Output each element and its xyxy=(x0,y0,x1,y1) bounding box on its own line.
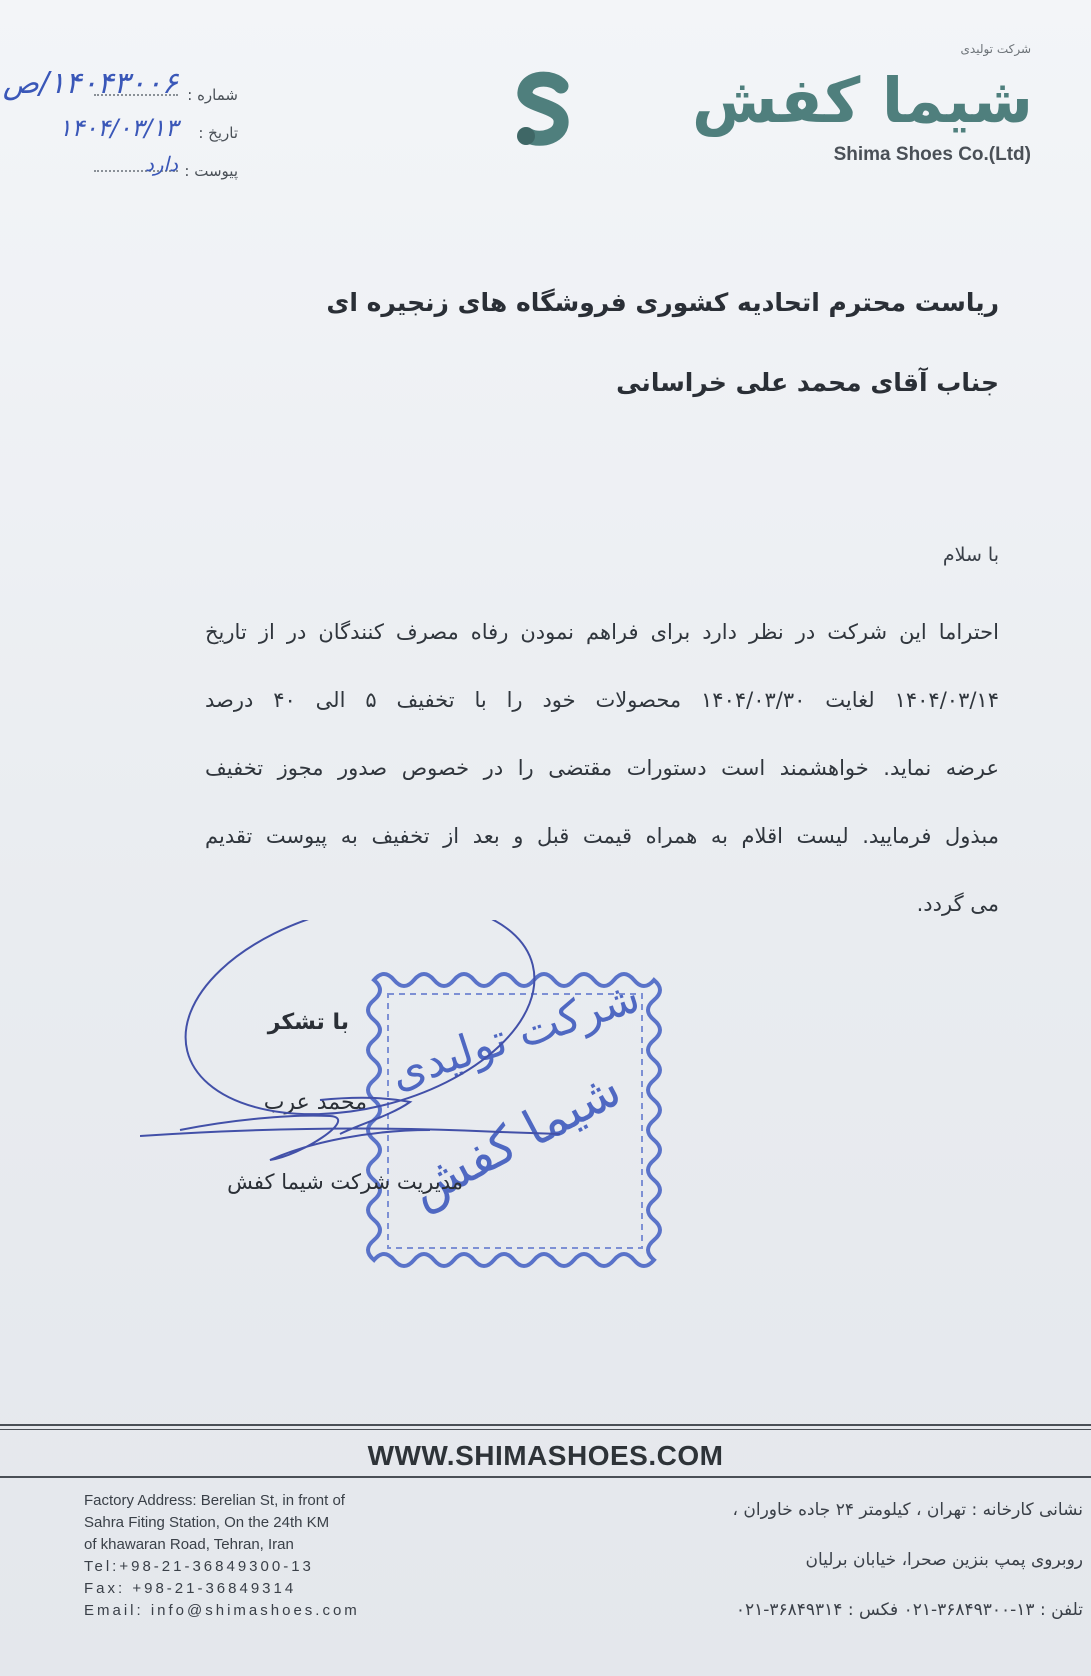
body-line: مبذول فرمایید. لیست اقلام به همراه قیمت قبل و بعد از تخفیف به پیوست تقدیم xyxy=(205,824,999,848)
closing-text: با تشکر xyxy=(267,1010,349,1035)
address-line: Factory Address: Berelian St, in front of xyxy=(84,1492,345,1509)
stamp-text-line-1: شرکت تولیدی xyxy=(384,971,646,1100)
phone-line: Tel:+98-21-36849300-13 xyxy=(84,1558,314,1575)
body-line: عرضه نماید. خواهشمند است دستورات مقتضی را در خصوص صدور مجوز تخفیف xyxy=(205,756,999,780)
brand-name-fa: شیما کفش xyxy=(691,64,1033,137)
stamp-text-line-2: شیما کفش xyxy=(399,1059,631,1219)
phone-fax-line: تلفن : ۱۳-۳۶۸۴۹۳۰۰-۰۲۱ فکس : ۳۶۸۴۹۳۱۴-۰۲۱ xyxy=(735,1600,1083,1620)
address-line: روبروی پمپ بنزین صحرا، خیابان برلیان xyxy=(805,1550,1083,1570)
letter-body xyxy=(205,620,999,960)
footer-address-en xyxy=(84,1490,360,1622)
signature-icon xyxy=(140,920,560,1180)
footer-divider xyxy=(0,1429,1091,1430)
addressee-line-1: ریاست محترم اتحادیه کشوری فروشگاه های زنجیره ای xyxy=(326,288,999,317)
website-url: WWW.SHIMASHOES.COM xyxy=(367,1440,724,1471)
body-line: می گردد. xyxy=(916,892,999,916)
email-line: Email: info@shimashoes.com xyxy=(84,1602,360,1619)
number-value: ۱۴۰۴۳۰۰۶/ص xyxy=(2,66,178,101)
fax-line: Fax: +98-21-36849314 xyxy=(84,1580,297,1597)
company-type-label: شرکت تولیدی xyxy=(960,42,1031,56)
addressee-line-2: جناب آقای محمد علی خراسانی xyxy=(616,368,999,397)
address-line: Sahra Fiting Station, On the 24th KM xyxy=(84,1514,330,1531)
date-value: ۱۴۰۴/۰۳/۱۳ xyxy=(58,114,178,142)
attachment-row xyxy=(20,152,242,194)
greeting: با سلام xyxy=(942,544,999,566)
number-row xyxy=(2,66,242,118)
shima-logo-icon xyxy=(513,70,575,150)
body-line: ۱۴۰۴/۰۳/۱۴ لغایت ۱۴۰۴/۰۳/۳۰ محصولات خود را با تخفیف ۵ الی ۴۰ درصد xyxy=(205,688,999,712)
date-label: تاریخ : xyxy=(198,124,238,142)
number-label: شماره : xyxy=(187,86,238,104)
footer-address-fa xyxy=(733,1500,1084,1650)
attachment-value: دارد xyxy=(144,152,178,176)
address-line: نشانی کارخانه : تهران ، کیلومتر ۲۴ جاده خاوران ، xyxy=(732,1500,1083,1520)
address-line: of khawaran Road, Tehran, Iran xyxy=(84,1536,294,1553)
letter-metadata xyxy=(2,66,242,194)
date-row xyxy=(20,114,242,156)
brand-name-en: Shima Shoes Co.(Ltd) xyxy=(833,144,1031,165)
body-line: احتراما این شرکت در نظر دارد برای فراهم نمودن رفاه مصرف کنندگان در از تاریخ xyxy=(205,620,999,644)
footer-divider xyxy=(0,1424,1091,1426)
signer-title: مدیریت شرکت شیما کفش xyxy=(227,1170,463,1194)
footer-divider xyxy=(0,1476,1091,1478)
attachment-label: پیوست : xyxy=(184,162,238,180)
signer-name: محمد عرب xyxy=(263,1090,367,1115)
